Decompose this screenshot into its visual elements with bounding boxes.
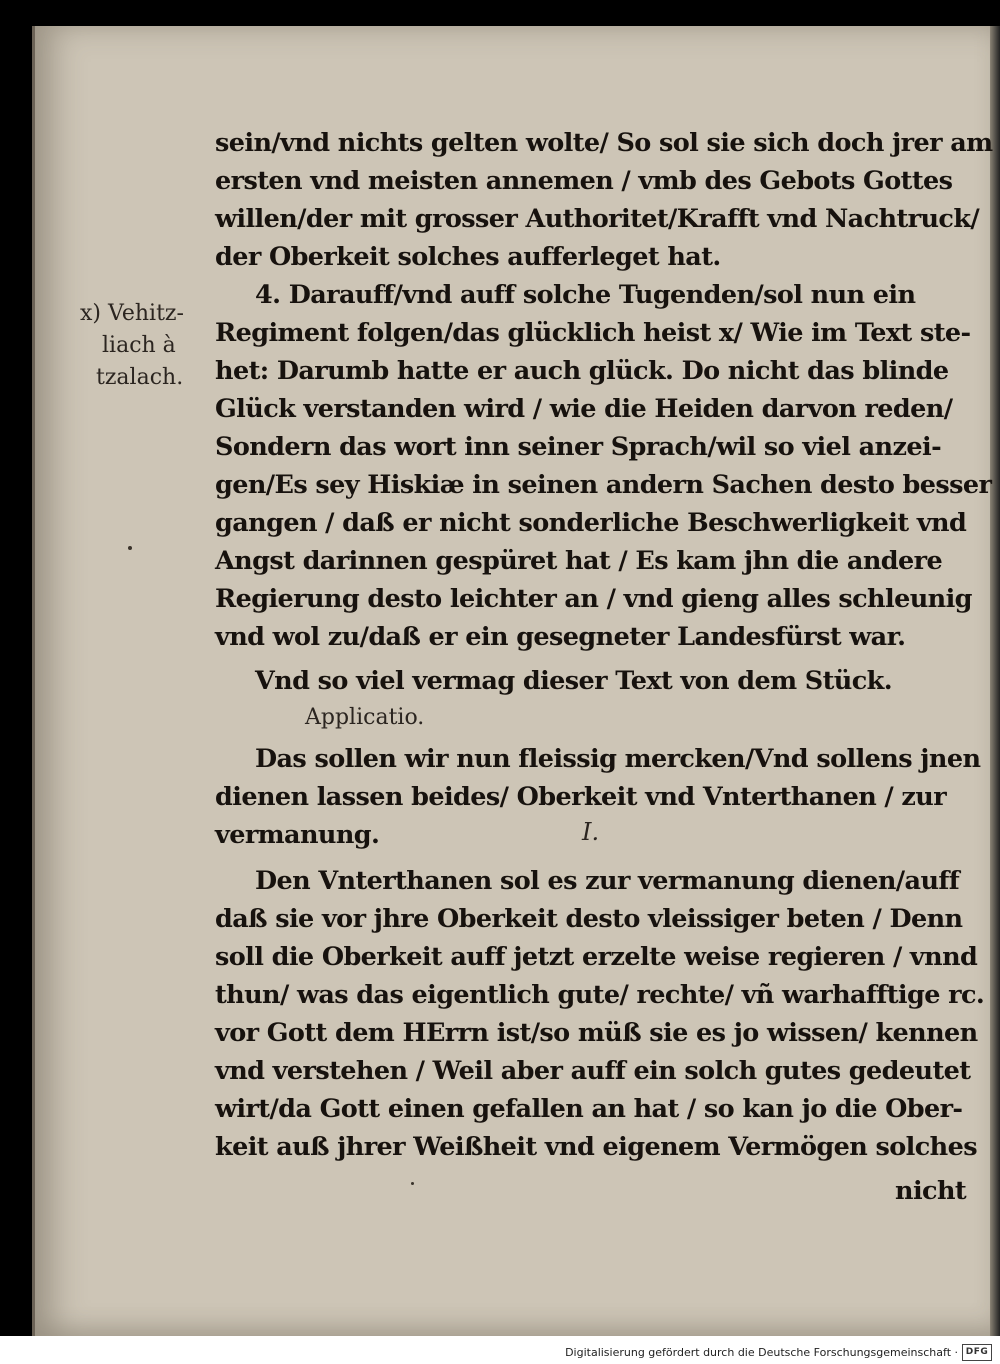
text-line: Regiment folgen/das glücklich heist x/ Wie im Text ste- <box>215 318 971 348</box>
text-line: vor Gott dem HErrn ist/so müß sie es jo wissen/ kennen <box>215 1018 978 1048</box>
text-line: vnd verstehen / Weil aber auff ein solch gutes gedeutet <box>215 1056 971 1086</box>
text-line: vermanung. <box>215 820 380 850</box>
footer-credit: Digitalisierung gefördert durch die Deutsche Forschungsgemeinschaft · <box>565 1346 958 1359</box>
text-line: 4. Darauff/vnd auff solche Tugenden/sol nun ein <box>255 280 916 310</box>
text-line: Regierung desto leichter an / vnd gieng alles schleunig <box>215 584 972 614</box>
text-line: Sondern das wort inn seiner Sprach/wil so viel anzei- <box>215 432 942 462</box>
margin-note-line: liach à <box>102 333 176 358</box>
text-line: thun/ was das eigentlich gute/ rechte/ vñ warhafftige rc. <box>215 980 985 1010</box>
text-line: gangen / daß er nicht sonderliche Beschwerligkeit vnd <box>215 508 967 538</box>
text-line: Glück verstanden wird / wie die Heiden darvon reden/ <box>215 394 953 424</box>
text-line: willen/der mit grosser Authoritet/Krafft vnd Nachtruck/ <box>215 204 980 234</box>
ink-speck <box>411 1182 414 1185</box>
catchword: nicht <box>895 1176 967 1206</box>
text-line: wirt/da Gott einen gefallen an hat / so kan jo die Ober- <box>215 1094 963 1124</box>
text-line: vnd wol zu/daß er ein gesegneter Landesfürst war. <box>215 622 906 652</box>
text-line: der Oberkeit solches aufferleget hat. <box>215 242 721 272</box>
text-line: keit auß jhrer Weißheit vnd eigenem Vermögen solches <box>215 1132 977 1162</box>
margin-note-line: tzalach. <box>96 365 184 390</box>
text-line: soll die Oberkeit auff jetzt erzelte weise regieren / vnnd <box>215 942 978 972</box>
text-line: daß sie vor jhre Oberkeit desto vleissiger beten / Denn <box>215 904 963 934</box>
page-edge <box>990 26 1000 1336</box>
scan-frame-top <box>0 0 1000 26</box>
section-numeral: I. <box>582 818 600 846</box>
text-line: dienen lassen beides/ Oberkeit vnd Vnterthanen / zur <box>215 782 947 812</box>
text-line: ersten vnd meisten annemen / vmb des Gebots Gottes <box>215 166 953 196</box>
text-line: sein/vnd nichts gelten wolte/ So sol sie sich doch jrer am <box>215 128 993 158</box>
text-line: Den Vnterthanen sol es zur vermanung dienen/auff <box>255 866 960 896</box>
text-line: het: Darumb hatte er auch glück. Do nicht das blinde <box>215 356 949 386</box>
text-line: Das sollen wir nun fleissig mercken/Vnd sollens jnen <box>255 744 981 774</box>
text-line: Vnd so viel vermag dieser Text von dem Stück. <box>255 666 892 696</box>
ink-speck <box>128 546 132 550</box>
text-line: gen/Es sey Hiskiæ in seinen andern Sachen desto besser <box>215 470 992 500</box>
text-line: Angst darinnen gespüret hat / Es kam jhn die andere <box>215 546 943 576</box>
margin-note <box>80 298 210 394</box>
section-heading: Applicatio. <box>305 705 425 730</box>
margin-note-line: x) Vehitz- <box>80 301 184 326</box>
dfg-logo: DFG <box>962 1344 992 1361</box>
